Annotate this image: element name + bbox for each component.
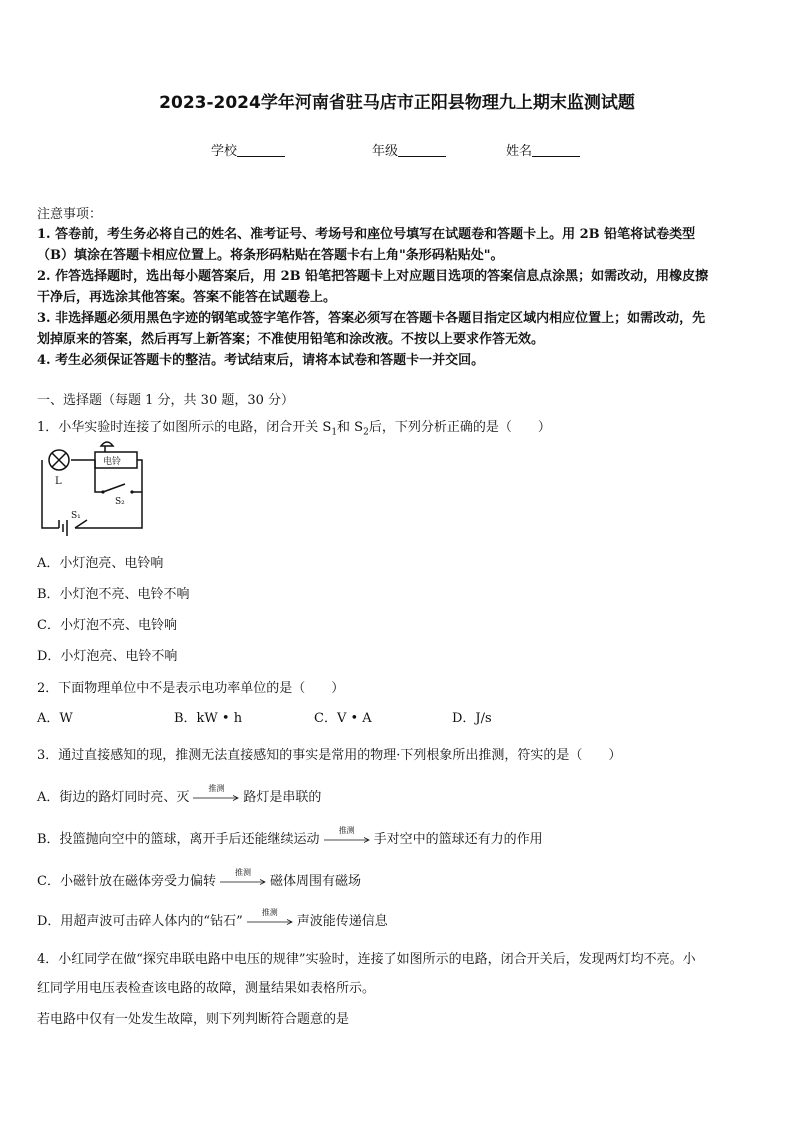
switch-s2-icon xyxy=(103,484,125,492)
bell-label: 电铃 xyxy=(103,457,122,467)
name-blank[interactable] xyxy=(532,144,580,157)
q3-option-d[interactable]: D．用超声波可击碎人体内的“钻石” 推测 声波能传递信息 xyxy=(37,908,388,929)
q2-option-a[interactable]: A．W xyxy=(37,711,73,726)
q4-stem-line: 红同学用电压表检查该电路的故障，测量结果如表格所示。 xyxy=(37,981,376,996)
q4-stem-line: 若电路中仅有一处发生故障，则下列判断符合题意的是 xyxy=(37,1012,350,1027)
s2-label: S₂ xyxy=(115,497,125,507)
q3-stem: 3．通过直接感知的现，推测无法直接感知的事实是常用的物理·下列根象所出推测，符实的是（ ） xyxy=(37,748,622,763)
q3-option-a[interactable]: A．街边的路灯同时亮、灭 推测 路灯是串联的 xyxy=(37,784,322,805)
notice-line: 4. 考生必须保证答题卡的整洁。考试结束后，请将本试卷和答题卡一并交回。 xyxy=(37,353,485,368)
q3-option-c[interactable]: C．小磁针放在磁体旁受力偏转 推测 磁体周围有磁场 xyxy=(37,868,361,889)
grade-blank[interactable] xyxy=(398,144,446,157)
q1-stem: 1．小华实验时连接了如图所示的电路，闭合开关 $S_1$和 $S_2$后，下列分析正确的是（ ） xyxy=(37,420,551,438)
school-blank[interactable] xyxy=(237,144,285,157)
section-heading: 一、选择题（每题 1 分，共 30 题，30 分） xyxy=(37,393,295,408)
lamp-label: L xyxy=(55,476,62,487)
school-field[interactable] xyxy=(211,140,285,159)
q1-option-d[interactable]: D．小灯泡亮、电铃不响 xyxy=(37,649,178,664)
infer-arrow-icon: 推测 xyxy=(219,873,267,887)
page-title: 2023-2024学年河南省驻马店市正阳县物理九上期末监测试题 xyxy=(159,93,635,113)
infer-arrow-icon: 推测 xyxy=(323,831,371,845)
q1-option-a[interactable]: A．小灯泡亮、电铃响 xyxy=(37,556,164,571)
grade-field[interactable] xyxy=(372,140,446,159)
q3-option-b[interactable]: B．投篮抛向空中的篮球，离开手后还能继续运动 推测 手对空中的篮球还有力的作用 xyxy=(37,826,543,847)
notice-line: 划掉原来的答案，然后再写上新答案；不准使用铅笔和涂改液。不按以上要求作答无效。 xyxy=(37,332,545,347)
switch-s1-icon xyxy=(75,520,87,528)
q1-option-b[interactable]: B．小灯泡不亮、电铃不响 xyxy=(37,587,190,602)
grade-label: 年级 xyxy=(372,144,399,159)
notice-line: 2. 作答选择题时，选出每小题答案后，用 2B 铅笔把答题卡上对应题目选项的答案信息点涂黑；如需改动，用橡皮擦 xyxy=(37,269,709,284)
s1-label: S₁ xyxy=(71,511,81,521)
q1-option-c[interactable]: C．小灯泡不亮、电铃响 xyxy=(37,618,177,633)
q2-option-c[interactable]: C．V • A xyxy=(314,711,372,726)
q1-circuit-diagram xyxy=(37,440,147,540)
notice-line: 干净后，再选涂其他答案。答案不能答在试题卷上。 xyxy=(37,290,337,305)
name-label: 姓名 xyxy=(506,144,533,159)
school-label: 学校 xyxy=(211,144,238,159)
q2-option-b[interactable]: B．kW • h xyxy=(174,711,243,726)
notice-line: 1. 答卷前，考生务必将自己的姓名、准考证号、考场号和座位号填写在试题卷和答题卡上。用 2B 铅笔将试卷类型 xyxy=(37,227,696,242)
infer-arrow-icon: 推测 xyxy=(192,789,240,803)
q2-option-d[interactable]: D．J/s xyxy=(452,711,492,726)
infer-arrow-icon: 推测 xyxy=(246,913,294,927)
notice-line: 3. 非选择题必须用黑色字迹的钢笔或签字笔作答，答案必须写在答题卡各题目指定区域内相应位置上；如需改动，先 xyxy=(37,311,706,326)
q4-stem-line: 4．小红同学在做“探究串联电路中电压的规律”实验时，连接了如图所示的电路，闭合开关后，发现两灯均不亮。小 xyxy=(37,952,696,967)
notice-line: （B）填涂在答题卡相应位置上。将条形码粘贴在答题卡右上角"条形码粘贴处"。 xyxy=(37,248,504,263)
name-field[interactable] xyxy=(506,140,580,159)
q2-stem: 2．下面物理单位中不是表示电功率单位的是（ ） xyxy=(37,681,345,696)
notice-heading: 注意事项： xyxy=(37,207,103,222)
